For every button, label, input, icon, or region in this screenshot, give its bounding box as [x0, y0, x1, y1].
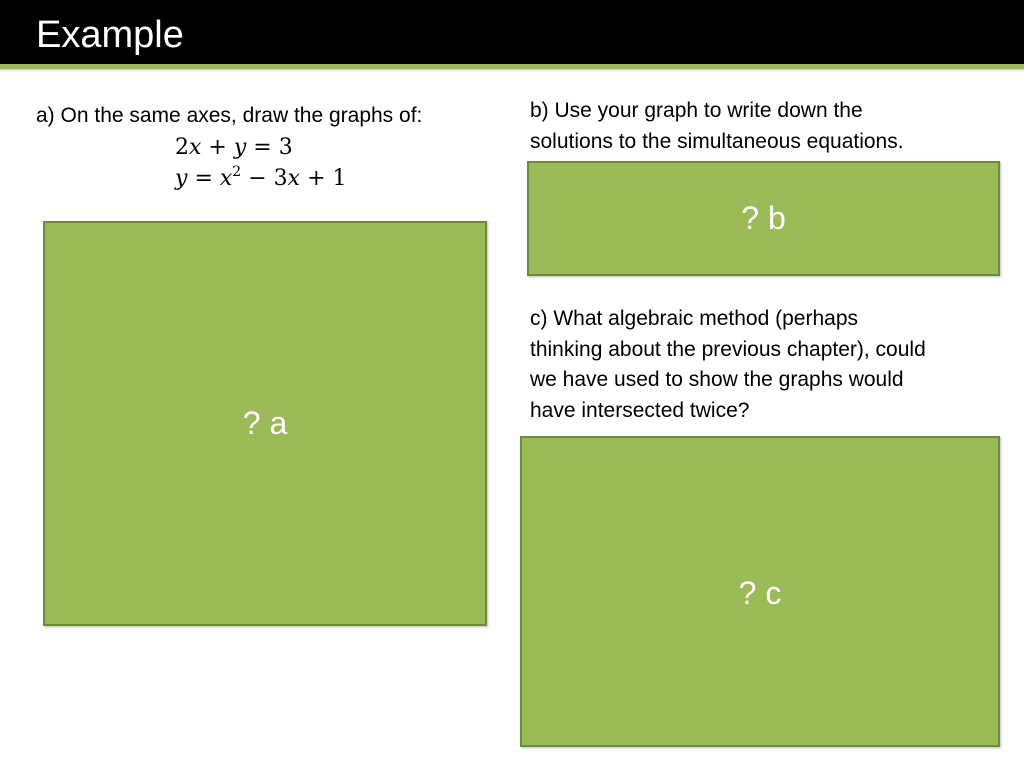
eq2-exponent: 2	[232, 164, 242, 180]
eq2-var-x: x	[219, 166, 233, 191]
part-b-prompt-line-2: solutions to the simultaneous equations.	[530, 130, 904, 153]
part-c-prompt-line-1: c) What algebraic method (perhaps	[530, 307, 858, 330]
part-c-prompt-line-4: have intersected twice?	[530, 399, 750, 422]
eq1-plus: +	[208, 135, 227, 160]
equation-quadratic	[175, 164, 347, 194]
answer-placeholder-b: ? b	[741, 200, 786, 236]
title-rule-shadow	[0, 69, 1024, 72]
eq2-var-y: y	[175, 166, 188, 191]
part-c-prompt-line-2: thinking about the previous chapter), could	[530, 338, 926, 361]
part-a-prompt: a) On the same axes, draw the graphs of:	[36, 104, 423, 127]
eq2-coefficient: 3	[273, 166, 288, 191]
slide-title: Example	[36, 14, 184, 56]
answer-box-a[interactable]	[43, 221, 487, 626]
equation-linear	[175, 133, 293, 163]
answer-box-c[interactable]	[520, 436, 1000, 747]
eq1-rhs: 3	[278, 135, 293, 160]
eq2-constant: 1	[332, 166, 347, 191]
answer-placeholder-c: ? c	[738, 575, 782, 611]
part-b-prompt-line-1: b) Use your graph to write down the	[530, 99, 863, 122]
answer-placeholder-a: ? a	[242, 405, 288, 441]
eq1-var-y: y	[233, 135, 247, 160]
eq2-equals: =	[194, 166, 213, 191]
eq1-coefficient: 2	[175, 135, 189, 160]
eq2-plus: +	[307, 166, 326, 191]
title-bar	[0, 0, 1024, 64]
eq2-minus: −	[248, 166, 267, 191]
part-c-prompt-line-3: we have used to show the graphs would	[530, 368, 904, 391]
eq2-var-x-linear: x	[287, 166, 301, 191]
answer-box-b[interactable]	[527, 161, 1000, 276]
eq1-equals: =	[253, 135, 272, 160]
eq1-var-x: x	[189, 135, 202, 160]
